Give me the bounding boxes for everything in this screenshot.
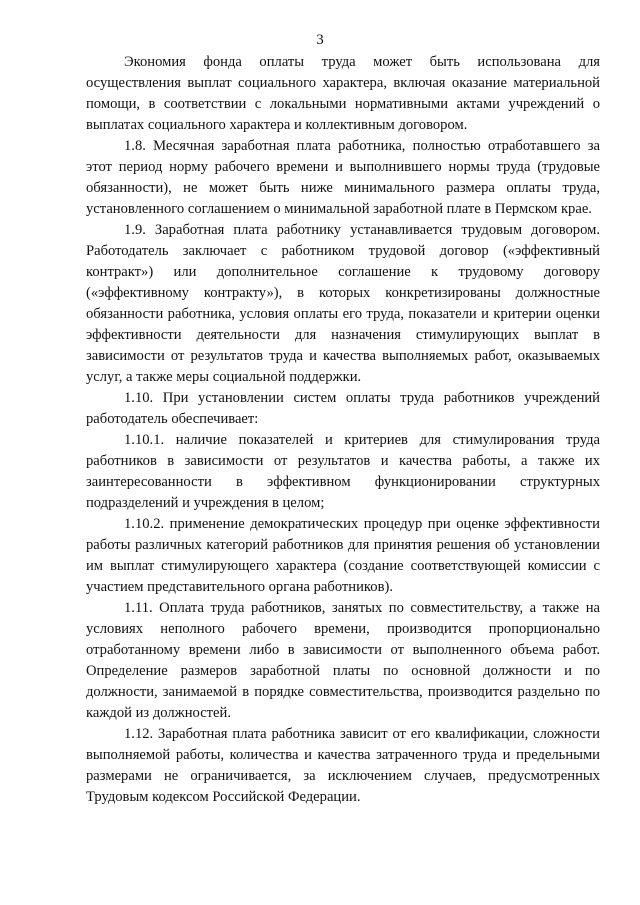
page-number: 3 bbox=[316, 32, 324, 48]
paragraph-1-11: 1.11. Оплата труда работников, занятых по совместительству, а также на условиях неполного рабочего времени, производится пропорционально отработанному времени либо в зависимости от выполненного объема работ. Определение размеров заработной платы по основной должности и по должности, занимаемой в порядке совместительства, производится раздельно по каждой из должностей. bbox=[86, 600, 600, 721]
paragraph-salary-fund-savings: Экономия фонда оплаты труда может быть использована для осуществления выплат социального характера, включая оказание материальной помощи, в соответствии с локальными нормативными актами учреждений о выплатах социального характера и коллективным договором. bbox=[86, 54, 600, 133]
document-body bbox=[86, 52, 600, 808]
paragraph-1-8: 1.8. Месячная заработная плата работника, полностью отработавшего за этот период норму рабочего времени и выполнившего нормы труда (трудовые обязанности), не может быть ниже минимального размера оплаты труда, установленного соглашением о минимальной заработной плате в Пермском крае. bbox=[86, 138, 600, 217]
paragraph-1-10-2: 1.10.2. применение демократических процедур при оценке эффективности работы различных категорий работников для принятия решения об установлении им выплат стимулирующего характера (создание соответствующей комиссии с участием представительного органа работников). bbox=[86, 516, 600, 595]
paragraph-1-12: 1.12. Заработная плата работника зависит от его квалификации, сложности выполняемой работы, количества и качества затраченного труда и предельными размерами не ограничивается, за исключением случаев, предусмотренных Трудовым кодексом Российской Федерации. bbox=[86, 726, 600, 805]
paragraph-1-10-1: 1.10.1. наличие показателей и критериев для стимулирования труда работников в зависимости от результатов и качества работы, а также их заинтересованности в эффективном функционировании структурных подразделений и учреждения в целом; bbox=[86, 432, 600, 511]
paragraph-1-9: 1.9. Заработная плата работнику устанавливается трудовым договором. Работодатель заключает с работником трудовой договор («эффективный контракт») или дополнительное соглашение к трудовому договору («эффективному контракту»), в которых конкретизированы должностные обязанности работника, условия оплаты его труда, показатели и критерии оценки эффективности деятельности для назначения стимулирующих выплат в зависимости от результатов труда и качества выполняемых работ, оказываемых услуг, а также меры социальной поддержки. bbox=[86, 222, 600, 385]
paragraph-1-10: 1.10. При установлении систем оплаты труда работников учреждений работодатель обеспечивает: bbox=[86, 390, 600, 427]
